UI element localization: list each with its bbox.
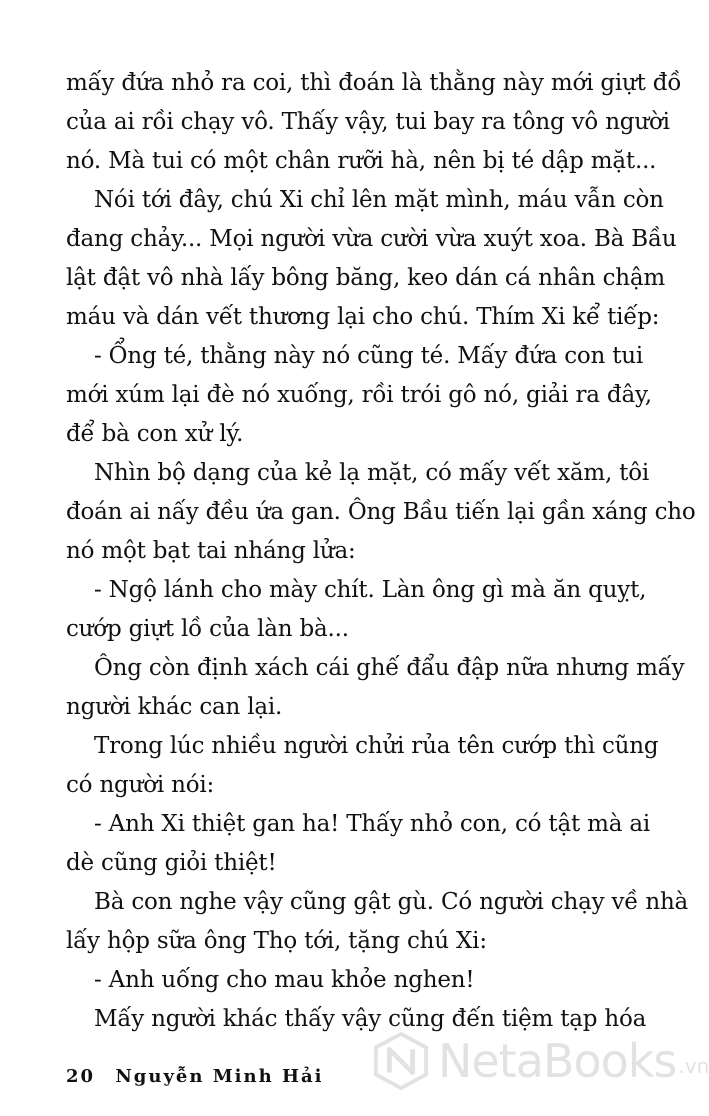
page-footer [66, 1066, 323, 1087]
text-line: của ai rồi chạy vô. Thấy vậy, tui bay ra tông vô người [66, 109, 670, 135]
text-line: Ông còn định xách cái ghế đẩu đập nữa nhưng mấy [94, 655, 685, 681]
text-line: - Anh Xi thiệt gan ha! Thấy nhỏ con, có tật mà ai [94, 811, 651, 837]
watermark [372, 1030, 709, 1092]
watermark-suffix: .vn [678, 1054, 709, 1078]
text-line: mấy đứa nhỏ ra coi, thì đoán là thằng này mới giựt đồ [66, 70, 682, 96]
text-line: đang chảy... Mọi người vừa cười vừa xuýt xoa. Bà Bầu [66, 226, 677, 252]
text-line: máu và dán vết thương lại cho chú. Thím Xi kể tiếp: [66, 304, 660, 330]
text-line: Nói tới đây, chú Xi chỉ lên mặt mình, máu vẫn còn [94, 187, 664, 213]
text-line: Nhìn bộ dạng của kẻ lạ mặt, có mấy vết xăm, tôi [94, 460, 650, 486]
text-line: - Ổng té, thằng này nó cũng té. Mấy đứa con tui [94, 343, 644, 369]
text-line: có người nói: [66, 772, 215, 798]
text-line: đoán ai nấy đều ứa gan. Ông Bầu tiến lại gần xáng cho [66, 499, 696, 525]
author-name: Nguyễn Minh Hải [115, 1066, 324, 1087]
text-line: nó một bạt tai nháng lửa: [66, 538, 356, 564]
text-line: người khác can lại. [66, 694, 283, 720]
netabooks-logo-icon [372, 1032, 430, 1090]
text-line: mới xúm lại đè nó xuống, rồi trói gô nó, giải ra đây, [66, 382, 652, 408]
watermark-brand: NetaBooks [438, 1034, 677, 1088]
text-line: lấy hộp sữa ông Thọ tới, tặng chú Xi: [66, 928, 487, 954]
text-line: Bà con nghe vậy cũng gật gù. Có người chạy về nhà [94, 889, 689, 915]
text-line: nó. Mà tui có một chân rưỡi hà, nên bị té dập mặt... [66, 148, 657, 174]
text-line: lật đật vô nhà lấy bông băng, keo dán cá nhân chậm [66, 265, 666, 291]
text-line: - Ngộ lánh cho mày chít. Làn ông gì mà ăn quỵt, [94, 577, 647, 603]
text-line: Trong lúc nhiều người chửi rủa tên cướp thì cũng [94, 733, 659, 759]
text-line: để bà con xử lý. [66, 421, 244, 447]
page-body-text [66, 64, 696, 1039]
text-line: dè cũng giỏi thiệt! [66, 850, 277, 876]
text-line: Mấy người khác thấy vậy cũng đến tiệm tạp hóa [94, 1006, 647, 1032]
page-number: 20 [66, 1066, 96, 1087]
text-line: cướp giựt lồ của làn bà... [66, 616, 349, 642]
text-line: - Anh uống cho mau khỏe nghen! [94, 967, 475, 993]
